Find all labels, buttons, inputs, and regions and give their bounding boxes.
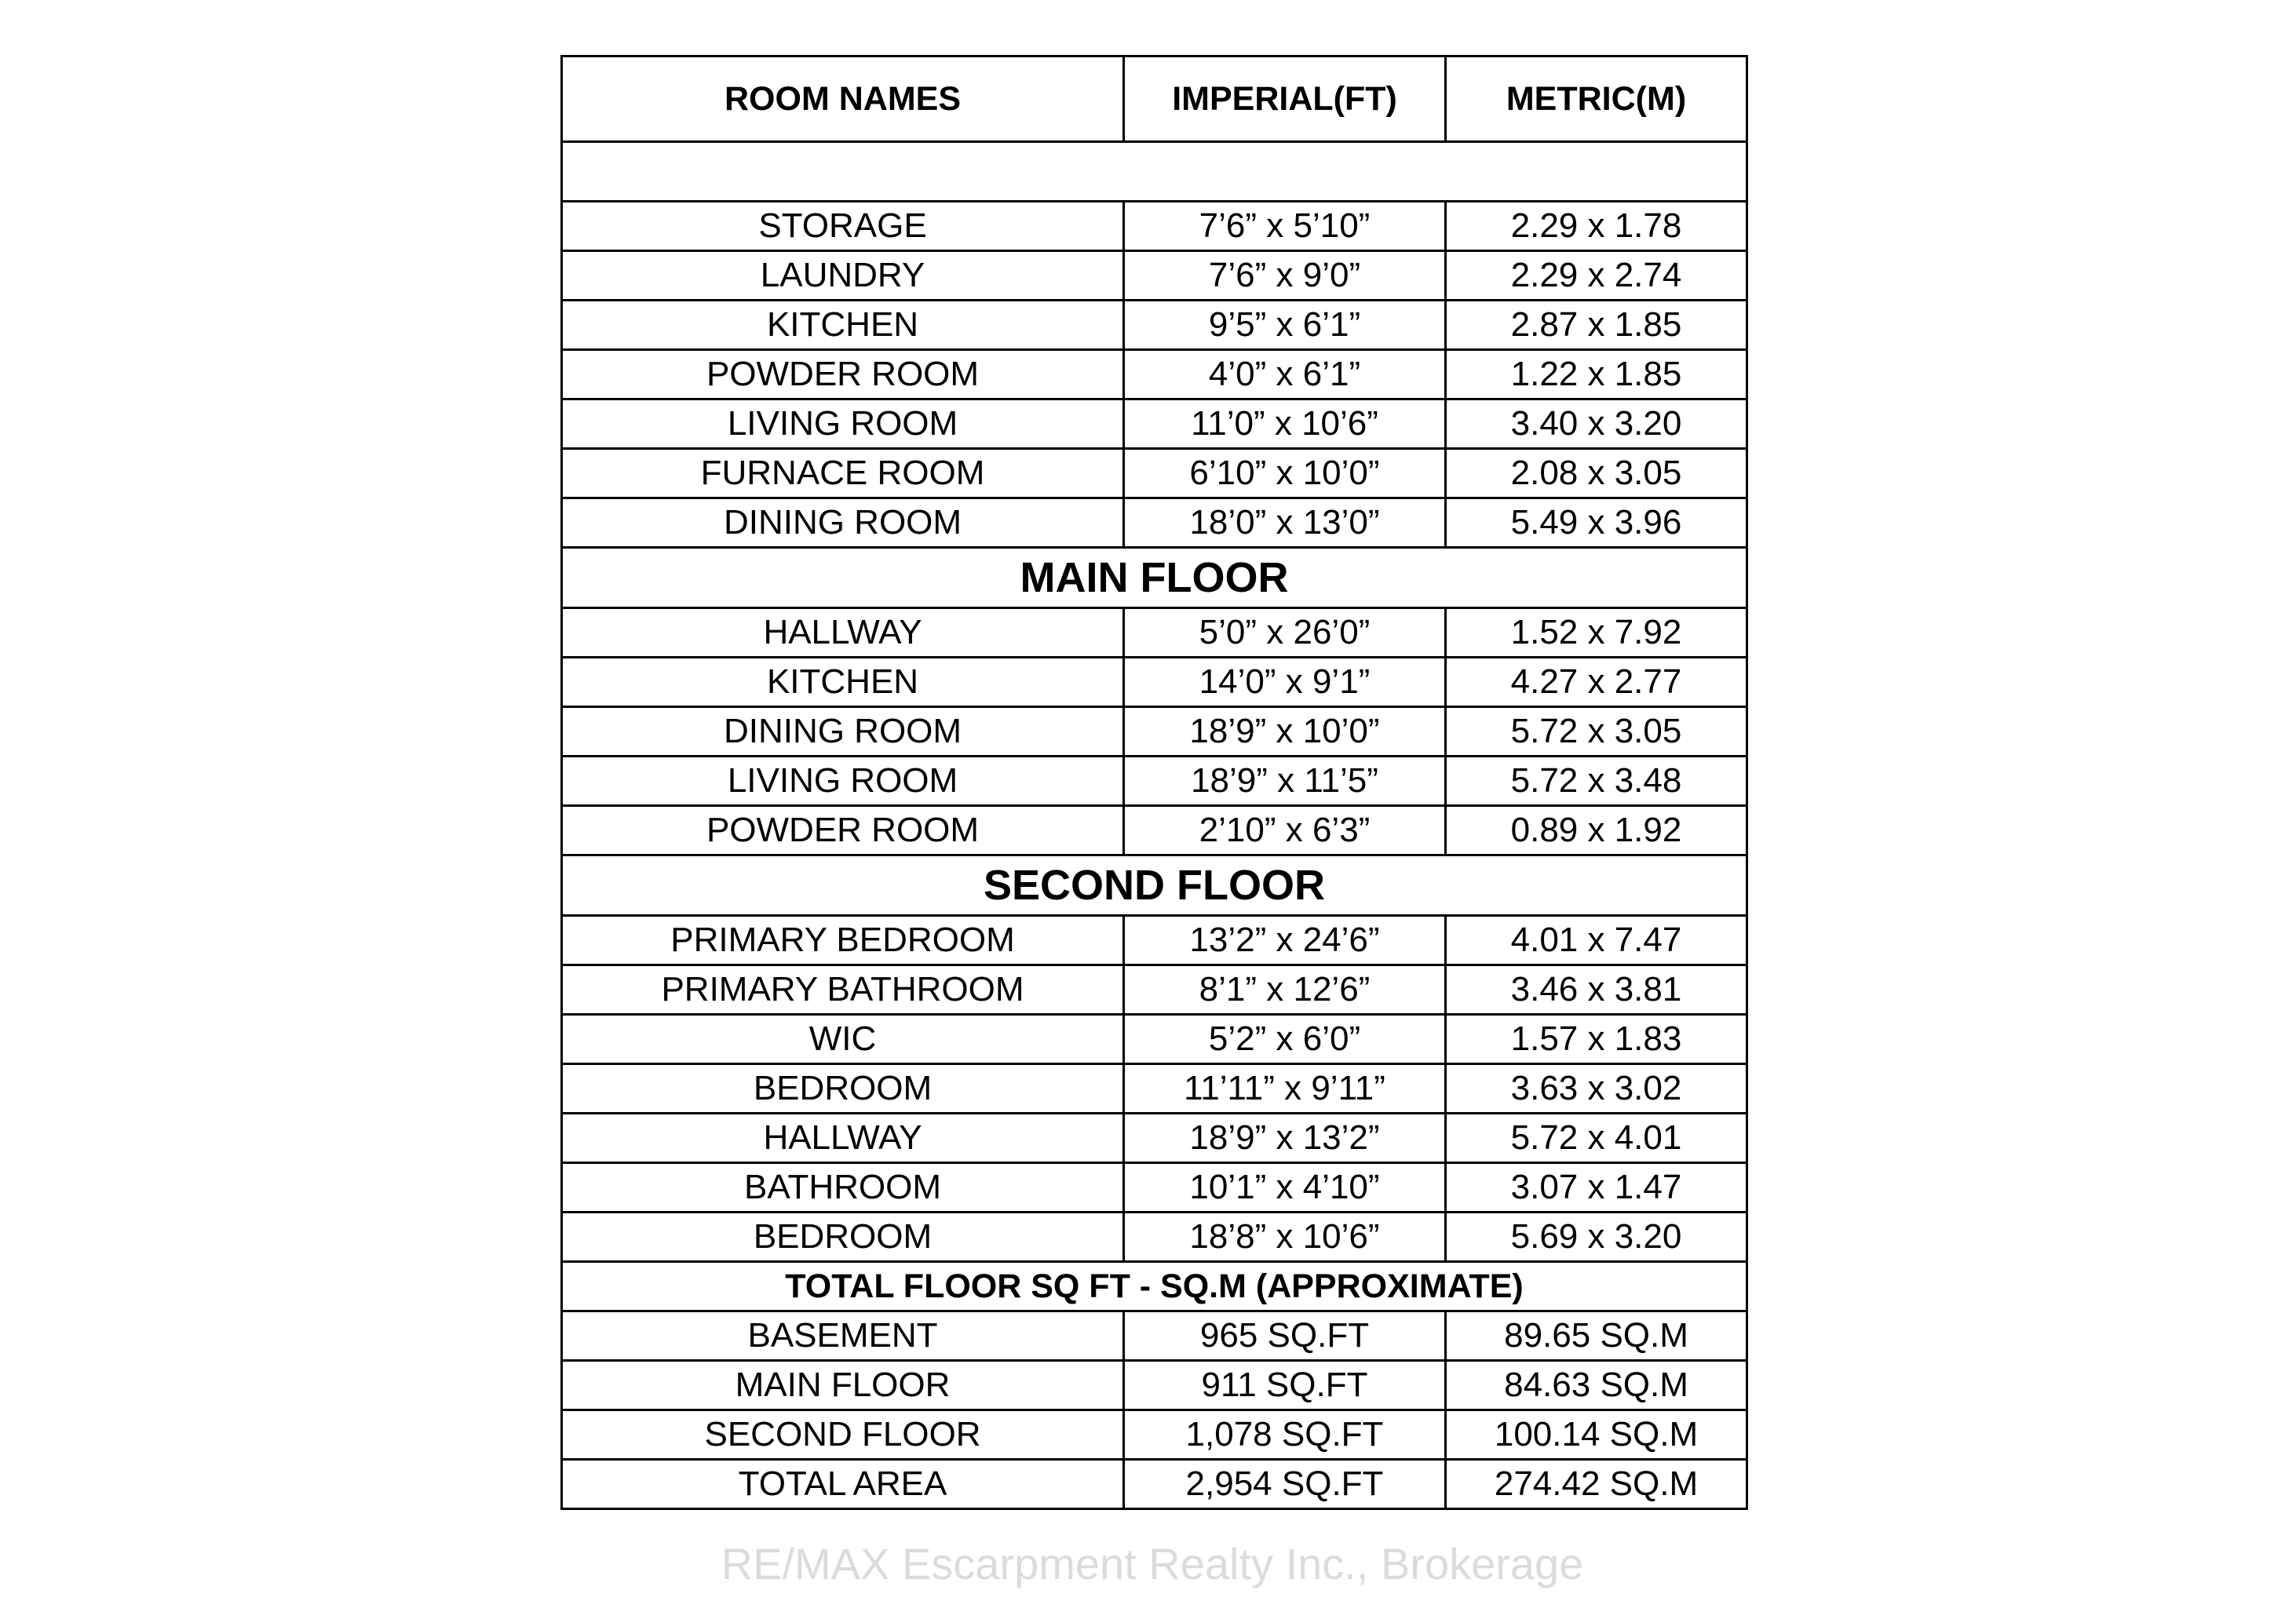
second-floor-title-row <box>562 855 1747 916</box>
metric-size-cell: 1.52 x 7.92 <box>1446 608 1747 658</box>
imperial-size-cell: 11’11” x 9’11” <box>1124 1064 1446 1114</box>
imperial-size-cell: 1,078 SQ.FT <box>1124 1410 1446 1460</box>
room-name-cell: MAIN FLOOR <box>562 1361 1124 1410</box>
metric-size-cell: 5.72 x 4.01 <box>1446 1114 1747 1163</box>
imperial-size-cell: 6’10” x 10’0” <box>1124 449 1446 498</box>
room-name-cell: TOTAL AREA <box>562 1460 1124 1509</box>
second-floor-room-row <box>562 1015 1747 1064</box>
metric-size-cell: 2.87 x 1.85 <box>1446 301 1747 350</box>
imperial-size-cell: 9’5” x 6’1” <box>1124 301 1446 350</box>
metric-size-cell: 3.46 x 3.81 <box>1446 965 1747 1015</box>
main-floor-room-row <box>562 757 1747 806</box>
imperial-size-cell: 2,954 SQ.FT <box>1124 1460 1446 1509</box>
imperial-size-cell: 18’8” x 10’6” <box>1124 1213 1446 1262</box>
metric-size-cell: 3.63 x 3.02 <box>1446 1064 1747 1114</box>
basement-room-row <box>562 251 1747 301</box>
imperial-size-cell: 11’0” x 10’6” <box>1124 399 1446 449</box>
room-name-cell: PRIMARY BEDROOM <box>562 916 1124 965</box>
brokerage-watermark: RE/MAX Escarpment Realty Inc., Brokerage <box>721 1539 1584 1588</box>
room-name-cell: HALLWAY <box>562 1114 1124 1163</box>
imperial-size-cell: 14’0” x 9’1” <box>1124 658 1446 707</box>
imperial-size-cell: 18’9” x 10’0” <box>1124 707 1446 757</box>
table-body <box>562 57 1747 1509</box>
imperial-size-cell: 7’6” x 9’0” <box>1124 251 1446 301</box>
basement-title-row <box>562 142 1747 202</box>
second-floor-room-row <box>562 1213 1747 1262</box>
main-floor-room-row <box>562 806 1747 855</box>
room-name-cell: BEDROOM <box>562 1064 1124 1114</box>
imperial-size-cell: 10’1” x 4’10” <box>1124 1163 1446 1213</box>
total-area-row <box>562 1311 1747 1361</box>
basement-room-row <box>562 301 1747 350</box>
imperial-size-cell: 5’2” x 6’0” <box>1124 1015 1446 1064</box>
room-name-cell: BASEMENT <box>562 1311 1124 1361</box>
second-floor-title: SECOND FLOOR <box>562 855 1747 916</box>
metric-size-cell: 5.49 x 3.96 <box>1446 498 1747 548</box>
room-name-cell: DINING ROOM <box>562 707 1124 757</box>
header-imperial: IMPERIAL(FT) <box>1124 57 1446 142</box>
metric-size-cell: 4.01 x 7.47 <box>1446 916 1747 965</box>
basement-room-row <box>562 399 1747 449</box>
second-floor-room-row <box>562 916 1747 965</box>
imperial-size-cell: 965 SQ.FT <box>1124 1311 1446 1361</box>
imperial-size-cell: 7’6” x 5’10” <box>1124 202 1446 251</box>
metric-size-cell: 100.14 SQ.M <box>1446 1410 1747 1460</box>
metric-size-cell: 3.40 x 3.20 <box>1446 399 1747 449</box>
basement-room-row <box>562 202 1747 251</box>
metric-size-cell: 2.29 x 2.74 <box>1446 251 1747 301</box>
metric-size-cell: 2.08 x 3.05 <box>1446 449 1747 498</box>
room-dimensions-sheet <box>560 55 1746 1510</box>
header-room-names: ROOM NAMES <box>562 57 1124 142</box>
basement-room-row <box>562 498 1747 548</box>
room-name-cell: POWDER ROOM <box>562 806 1124 855</box>
basement-room-row <box>562 350 1747 399</box>
metric-size-cell: 4.27 x 2.77 <box>1446 658 1747 707</box>
basement-room-row <box>562 449 1747 498</box>
main-floor-title-row <box>562 548 1747 608</box>
room-name-cell: PRIMARY BATHROOM <box>562 965 1124 1015</box>
second-floor-room-row <box>562 1114 1747 1163</box>
metric-size-cell: 3.07 x 1.47 <box>1446 1163 1747 1213</box>
room-name-cell: KITCHEN <box>562 658 1124 707</box>
second-floor-room-row <box>562 1064 1747 1114</box>
room-name-cell: DINING ROOM <box>562 498 1124 548</box>
room-name-cell: HALLWAY <box>562 608 1124 658</box>
room-name-cell: BEDROOM <box>562 1213 1124 1262</box>
main-floor-room-row <box>562 608 1747 658</box>
imperial-size-cell: 18’9” x 11’5” <box>1124 757 1446 806</box>
basement-title-cell <box>562 142 1747 202</box>
header-metric: METRIC(M) <box>1446 57 1747 142</box>
total-floor-area-title-row <box>562 1262 1747 1311</box>
main-floor-room-row <box>562 658 1747 707</box>
room-name-cell: STORAGE <box>562 202 1124 251</box>
second-floor-room-row <box>562 1163 1747 1213</box>
room-name-cell: LIVING ROOM <box>562 399 1124 449</box>
room-name-cell: WIC <box>562 1015 1124 1064</box>
imperial-size-cell: 18’0” x 13’0” <box>1124 498 1446 548</box>
metric-size-cell: 1.22 x 1.85 <box>1446 350 1747 399</box>
main-floor-room-row <box>562 707 1747 757</box>
metric-size-cell: 84.63 SQ.M <box>1446 1361 1747 1410</box>
metric-size-cell: 5.72 x 3.48 <box>1446 757 1747 806</box>
imperial-size-cell: 8’1” x 12’6” <box>1124 965 1446 1015</box>
metric-size-cell: 1.57 x 1.83 <box>1446 1015 1747 1064</box>
room-name-cell: BATHROOM <box>562 1163 1124 1213</box>
room-name-cell: KITCHEN <box>562 301 1124 350</box>
imperial-size-cell: 4’0” x 6’1” <box>1124 350 1446 399</box>
metric-size-cell: 2.29 x 1.78 <box>1446 202 1747 251</box>
total-area-row <box>562 1460 1747 1509</box>
metric-size-cell: 274.42 SQ.M <box>1446 1460 1747 1509</box>
room-name-cell: LIVING ROOM <box>562 757 1124 806</box>
metric-size-cell: 89.65 SQ.M <box>1446 1311 1747 1361</box>
room-dimensions-table <box>560 55 1748 1510</box>
imperial-size-cell: 2’10” x 6’3” <box>1124 806 1446 855</box>
total-floor-area-title: TOTAL FLOOR SQ FT - SQ.M (APPROXIMATE) <box>562 1262 1747 1311</box>
total-area-row <box>562 1361 1747 1410</box>
imperial-size-cell: 911 SQ.FT <box>1124 1361 1446 1410</box>
total-area-row <box>562 1410 1747 1460</box>
second-floor-room-row <box>562 965 1747 1015</box>
imperial-size-cell: 13’2” x 24’6” <box>1124 916 1446 965</box>
header-row <box>562 57 1747 142</box>
room-name-cell: LAUNDRY <box>562 251 1124 301</box>
room-name-cell: SECOND FLOOR <box>562 1410 1124 1460</box>
metric-size-cell: 5.72 x 3.05 <box>1446 707 1747 757</box>
room-name-cell: FURNACE ROOM <box>562 449 1124 498</box>
imperial-size-cell: 18’9” x 13’2” <box>1124 1114 1446 1163</box>
imperial-size-cell: 5’0” x 26’0” <box>1124 608 1446 658</box>
main-floor-title: MAIN FLOOR <box>562 548 1747 608</box>
room-name-cell: POWDER ROOM <box>562 350 1124 399</box>
metric-size-cell: 5.69 x 3.20 <box>1446 1213 1747 1262</box>
metric-size-cell: 0.89 x 1.92 <box>1446 806 1747 855</box>
